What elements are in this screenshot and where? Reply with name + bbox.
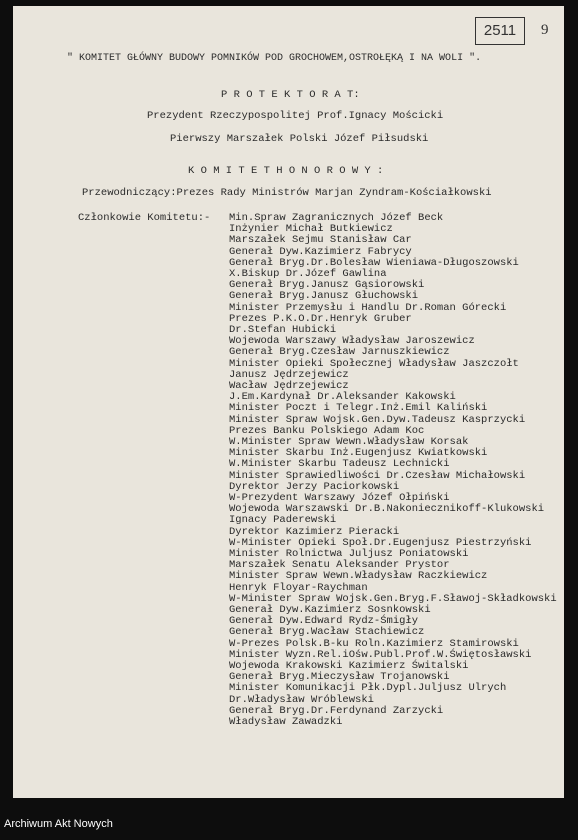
committee-member: Generał Dyw.Edward Rydz-Śmigły (229, 615, 419, 628)
committee-member: Marszałek Senatu Aleksander Prystor (229, 559, 450, 572)
committee-member: Dr.Władysław Wróblewski (229, 693, 374, 706)
honorary-committee-title: K O M I T E T H O N O R O W Y : (188, 165, 384, 177)
protectorate-line-marshal: Pierwszy Marszałek Polski Józef Piłsudski (170, 133, 429, 145)
committee-member: Henryk Floyar-Raychman (229, 581, 368, 594)
committee-member: W-Minister Spraw Wojsk.Gen.Bryg.F.Sławoj-Składkowski (229, 592, 557, 605)
committee-member: Generał Dyw.Kazimierz Sosnkowski (229, 604, 431, 616)
committee-member: Marszałek Sejmu Stanisław Car (229, 234, 412, 247)
committee-member: W.Minister Skarbu Tadeusz Lechnicki (229, 458, 450, 471)
committee-member: Generał Bryg.Czesław Jarnuszkiewicz (229, 346, 450, 359)
committee-member: Generał Bryg.Dr.Bolesław Wieniawa-Długoszowski (229, 256, 519, 269)
committee-member: X.Biskup Dr.Józef Gawlina (229, 268, 387, 280)
committee-member: J.Em.Kardynał Dr.Aleksander Kakowski (229, 391, 456, 404)
committee-member: Władysław Zawadzki (229, 716, 343, 728)
committee-member: Ignacy Paderewski (229, 514, 337, 527)
committee-member: Generał Bryg.Mieczysław Trojanowski (229, 671, 450, 684)
committee-member: W-Prezes Polsk.B-ku Roln.Kazimierz Stamirowski (229, 637, 519, 650)
committee-member: Dyrektor Jerzy Paciorkowski (229, 480, 400, 493)
committee-member: Minister Komunikacji Płk.Dypl.Juljusz Ulrych (229, 682, 507, 695)
committee-member: Minister Opieki Społecznej Władysław Jaszczołt (229, 357, 519, 370)
committee-member: Generał Bryg.Janusz Głuchowski (229, 290, 419, 303)
committee-member: Prezes Banku Polskiego Adam Koc (229, 424, 425, 437)
committee-member: Wojewoda Warszawy Władysław Jaroszewicz (229, 335, 475, 348)
committee-member: Minister Spraw Wewn.Władysław Raczkiewicz (229, 570, 488, 583)
committee-member: Dr.Stefan Hubicki (229, 324, 337, 336)
archive-footer: Archiwum Akt Nowych (4, 818, 113, 830)
page-number: 9 (541, 22, 549, 38)
members-label: Członkowie Komitetu:- (78, 212, 211, 224)
committee-member: Generał Dyw.Kazimierz Fabrycy (229, 245, 412, 258)
protectorate-line-president: Prezydent Rzeczypospolitej Prof.Ignacy Mościcki (147, 110, 444, 122)
committee-member: Dyrektor Kazimierz Pieracki (229, 525, 400, 538)
committee-member: W-Minister Opieki Społ.Dr.Eugenjusz Piestrzyński (229, 536, 532, 549)
committee-member: Wojewoda Krakowski Kazimierz Świtalski (229, 660, 469, 672)
committee-member: Inżynier Michał Butkiewicz (229, 223, 393, 236)
committee-member: Minister Wyzn.Rel.iOśw.Publ.Prof.W.Świętosławski (229, 648, 532, 661)
committee-member: Minister Skarbu Inż.Eugenjusz Kwiatkowski (229, 447, 488, 460)
committee-member: Minister Rolnictwa Juljusz Poniatowski (229, 548, 469, 560)
committee-member: Prezes P.K.O.Dr.Henryk Gruber (229, 312, 412, 325)
committee-member: Minister Przemysłu i Handlu Dr.Roman Górecki (229, 301, 507, 314)
committee-member: Generał Bryg.Janusz Gąsiorowski (229, 279, 425, 292)
committee-member: W-Prezydent Warszawy Józef Ołpiński (229, 492, 450, 504)
protectorate-title: P R O T E K T O R A T: (221, 89, 360, 101)
archive-stamp: 2511 (475, 17, 525, 45)
committee-member: W.Minister Spraw Wewn.Władysław Korsak (229, 436, 469, 448)
committee-member: Generał Bryg.Wacław Stachiewicz (229, 626, 425, 639)
document-heading: " KOMITET GŁÓWNY BUDOWY POMNIKÓW POD GROCHOWEM,OSTROŁĘKĄ I NA WOLI ". (67, 53, 482, 64)
committee-member: Minister Spraw Wojsk.Gen.Dyw.Tadeusz Kasprzycki (229, 413, 526, 426)
committee-member: Minister Sprawiedliwości Dr.Czesław Michałowski (229, 469, 526, 482)
committee-member: Wacław Jędrzejewicz (229, 380, 349, 392)
document-page (13, 6, 564, 798)
committee-member: Min.Spraw Zagranicznych Józef Beck (229, 212, 444, 224)
committee-member: Janusz Jędrzejewicz (229, 368, 349, 381)
committee-member: Minister Poczt i Telegr.Inż.Emil Kaliński (229, 402, 488, 415)
committee-member: Wojewoda Warszawski Dr.B.Nakoniecznikoff-Klukowski (229, 503, 545, 516)
committee-member: Generał Bryg.Dr.Ferdynand Zarzycki (229, 704, 444, 717)
chairman-line: Przewodniczący:Prezes Rady Ministrów Marjan Zyndram-Kościałkowski (82, 187, 492, 199)
